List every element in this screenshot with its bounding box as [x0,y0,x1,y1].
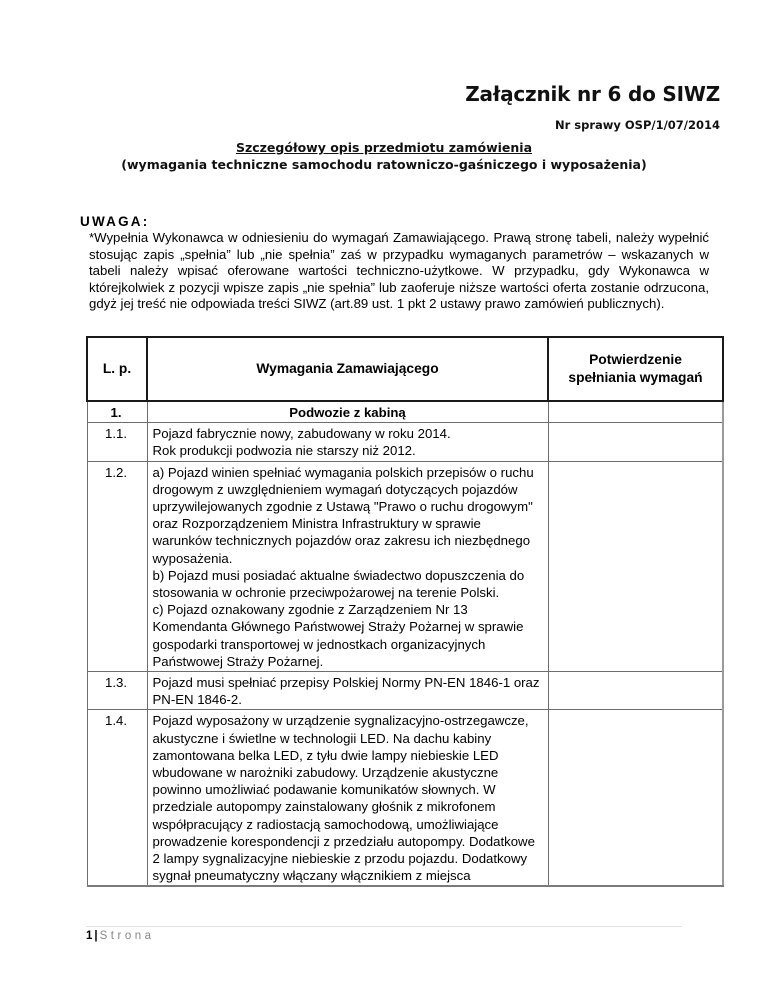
table-header-row [87,337,723,401]
header-number: L. p. [87,337,147,401]
header-confirmation-line2: spełniania wymagań [568,370,703,385]
requirement-text: b) Pojazd musi posiadać aktualne świadectwo dopuszczenia do stosowania w ochronie przeciwpożarowej na terenie Polski. [152,567,525,601]
row-number: 1.4. [87,710,147,887]
section-confirmation-cell[interactable] [548,401,723,423]
row-confirmation-cell[interactable] [548,461,723,671]
note-heading: UWAGA: [80,214,150,229]
page-footer [86,930,155,942]
attachment-title: Załącznik nr 6 do SIWZ [465,82,720,106]
table-row [87,710,723,887]
row-number: 1.1. [87,423,147,461]
row-number: 1.2. [87,461,147,671]
header-confirmation [548,337,723,401]
table-row [87,672,723,710]
requirement-text: Pojazd musi spełniać przepisy Polskiej Normy PN-EN 1846-1 oraz PN-EN 1846-2. [152,675,540,708]
requirement-text: c) Pojazd oznakowany zgodnie z Zarządzeniem Nr 13 Komendanta Głównego Państwowej Straży Pożarnej w sprawie gospodarki transportowej w jednostkach organizacyjnych Państwowej Straży Pożarnej. [152,602,524,669]
table-row [87,461,723,671]
header-confirmation-line1: Potwierdzenie [589,352,682,367]
footer-divider [86,926,682,927]
section-row [87,401,723,423]
header-requirement: Wymagania Zamawiającego [147,337,548,401]
description-title: Szczegółowy opis przedmiotu zamówienia [235,140,533,155]
row-number: 1.3. [87,672,147,710]
requirement-text: Pojazd wyposażony w urządzenie sygnalizacyjno-ostrzegawcze, akustyczne i świetlne w technologii LED. Na dachu kabiny zamontowana belka LED, z tyłu dwie lampy niebieskie LED wbudowane w narożniki zabudowy. Urządzenie akustyczne powinno umożliwiać podawanie komunikatów słownych. W przedziale autopompy zainstalowany głośnik z mikrofonem współpracujący z radiostacją samochodową, umożliwiające prowadzenie korespondencji z przedziału autopompy. Dodatkowe 2 lampy sygnalizacyjne niebieskie z przodu pojazdu. Dodatkowy sygnał pneumatyczny włączany włącznikiem z miejsca [152,713,535,884]
section-title: Podwozie z kabiną [147,401,548,423]
row-requirement [147,461,548,671]
row-confirmation-cell[interactable] [548,672,723,710]
section-number: 1. [87,401,147,423]
row-requirement [147,423,548,461]
description-subtitle: (wymagania techniczne samochodu ratowniczo-gaśniczego i wyposażenia) [121,157,647,172]
row-requirement [147,710,548,887]
requirement-text: a) Pojazd winien spełniać wymagania polskich przepisów o ruchu drogowym z uwzględnieniem wymagań dotyczących pojazdów uprzywilejowanych zgodnie z Ustawą "Prawo o ruchu drogowym" oraz Rozporządzeniem Ministra Infrastruktury w sprawie warunków technicznych pojazdów oraz zakresu ich niezbędnego wyposażenia. [152,464,534,566]
footer-separator: | [94,930,98,942]
row-confirmation-cell[interactable] [548,423,723,461]
page-number: 1 [86,930,93,942]
table-row [87,423,723,461]
page-label: Strona [99,930,155,942]
case-number: Nr sprawy OSP/1/07/2014 [554,118,720,132]
requirement-text: Pojazd fabrycznie nowy, zabudowany w roku 2014. [152,426,451,442]
requirements-table [86,336,724,887]
note-body: *Wypełnia Wykonawca w odniesieniu do wymagań Zamawiającego. Prawą stronę tabeli, należy wypełnić stosując zapis „spełnia” lub „nie spełnia” zaś w przypadku wymaganych parametrów – wskazanych w tabeli należy wpisać oferowane wartości techniczno-użytkowe. W przypadku, gdy Wykonawca w którejkolwiek z pozycji wpisze zapis „nie spełnia” lub zaoferuje niższe wartości oferta zostanie odrzucona, gdyż jej treść nie odpowiada treści SIWZ (art.89 ust. 1 pkt 2 ustawy prawo zamówień publicznych). [89,230,709,312]
requirement-text: Rok produkcji podwozia nie starszy niż 2012. [152,443,416,459]
row-confirmation-cell[interactable] [548,710,723,887]
row-requirement [147,672,548,710]
